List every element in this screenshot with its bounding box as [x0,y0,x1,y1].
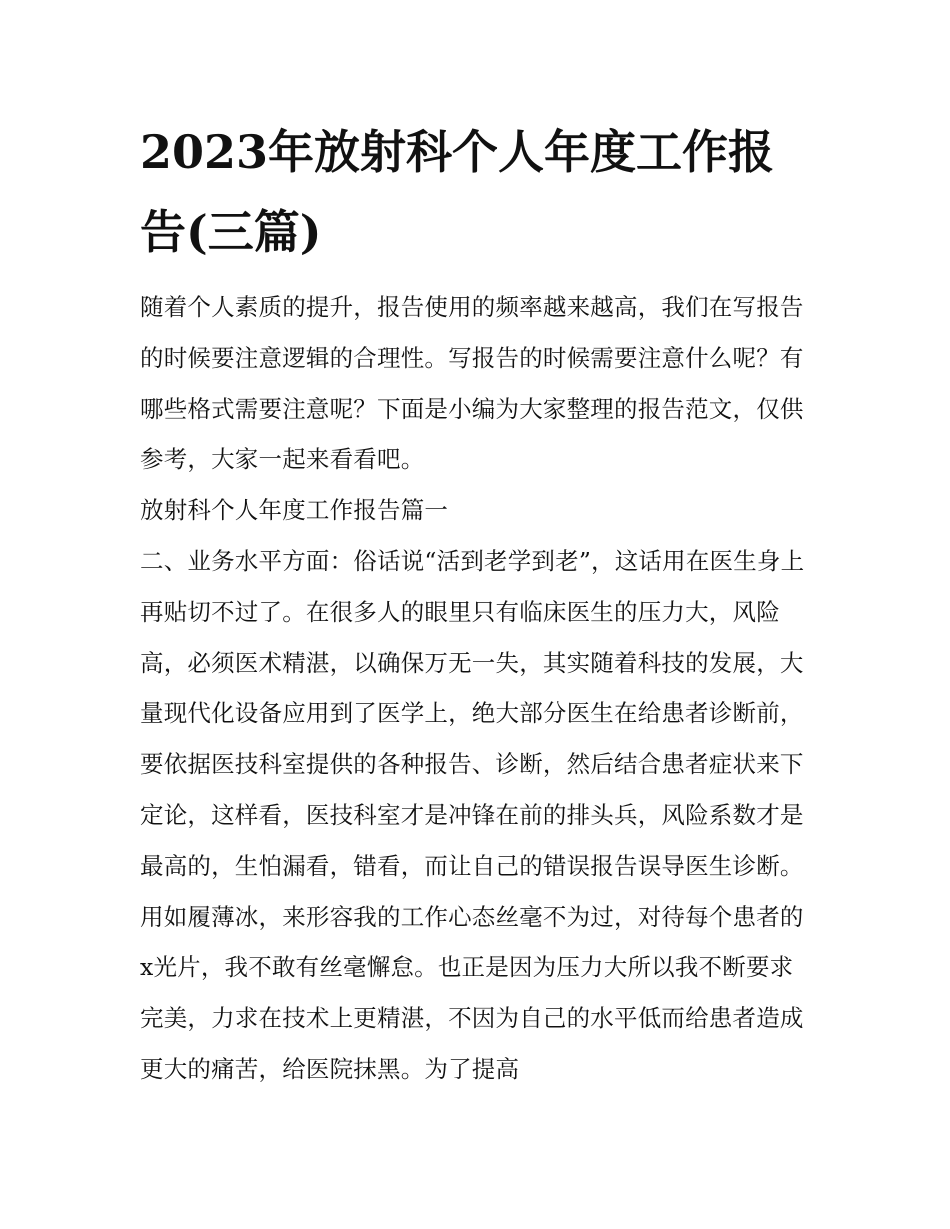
body-paragraph: 二、业务水平方面：俗话说“活到老学到老”，这话用在医生身上再贴切不过了。在很多人的眼里只有临床医生的压力大，风险高，必须医术精湛，以确保万无一失，其实随着科技的发展，大量现代化设备应用到了医学上，绝大部分医生在给患者诊断前，要依据医技科室提供的各种报告、诊断，然后结合患者症状来下定论，这样看，医技科室才是冲锋在前的排头兵，风险系数才是最高的，生怕漏看，错看，而让自己的错误报告误导医生诊断。用如履薄冰，来形容我的工作心态丝毫不为过，对待每个患者的x光片，我不敢有丝毫懈怠。也正是因为压力大所以我不断要求完美，力求在技术上更精湛，不因为自己的水平低而给患者造成更大的痛苦，给医院抹黑。为了提高 [140,546,805,1083]
section-heading: 放射科个人年度工作报告篇一 [140,496,449,525]
document-page [140,112,815,1095]
intro-paragraph: 随着个人素质的提升，报告使用的频率越来越高，我们在写报告的时候要注意逻辑的合理性。写报告的时候需要注意什么呢？有哪些格式需要注意呢？下面是小编为大家整理的报告范文，仅供参考，大家一起来看看吧。 [140,293,804,474]
document-body [140,282,815,1095]
document-title: 2023年放射科个人年度工作报告(三篇) [140,125,775,259]
